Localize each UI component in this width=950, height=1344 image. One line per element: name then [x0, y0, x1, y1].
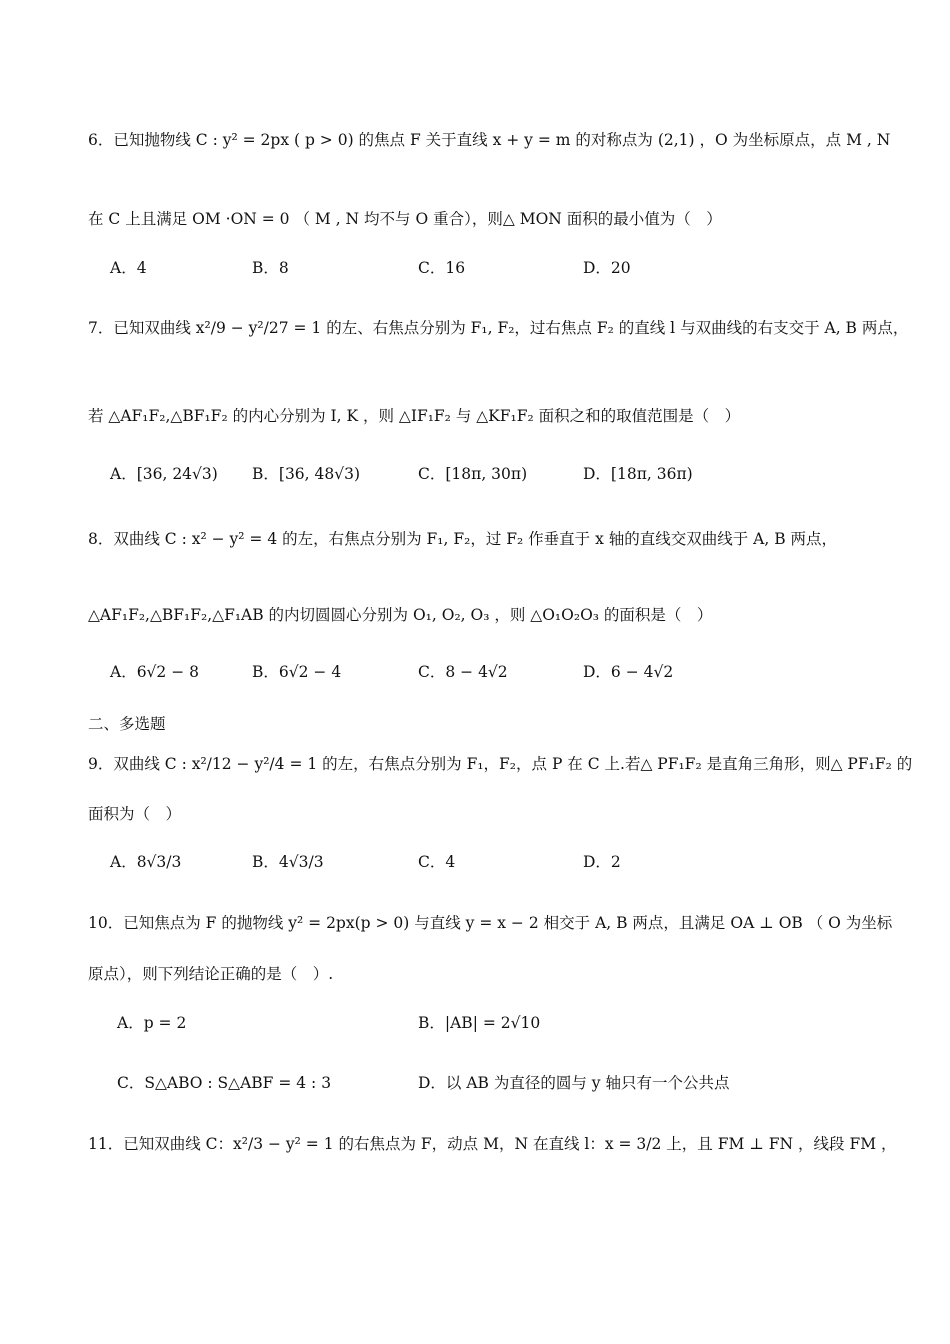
q10-option-a: A．p = 2	[117, 1014, 187, 1032]
q10-option-d: D．以 AB 为直径的圆与 y 轴只有一个公共点	[418, 1074, 730, 1092]
q6-line2: 在 C 上且满足 OM ·ON = 0 （ M , N 均不与 O 重合），则△ MON 面积的最小值为（ ）	[88, 210, 722, 228]
q8-option-c: C．8 − 4√2	[418, 663, 508, 681]
q7-line2: 若 △AF₁F₂,△BF₁F₂ 的内心分别为 I, K ，则 △IF₁F₂ 与 △KF₁F₂ 面积之和的取值范围是（ ）	[88, 407, 741, 425]
q7-option-c: C．[18π, 30π)	[418, 465, 528, 483]
q7-line1: 7．已知双曲线 x²/9 − y²/27 = 1 的左、右焦点分别为 F₁, F₂，过右焦点 F₂ 的直线 l 与双曲线的右支交于 A, B 两点，	[88, 319, 909, 337]
q6-option-a: A．4	[110, 259, 147, 277]
q9-option-d: D．2	[583, 853, 621, 871]
q10-option-c: C．S△ABO : S△ABF = 4 : 3	[117, 1074, 332, 1092]
q6-option-d: D．20	[583, 259, 631, 277]
q6-line1: 6．已知抛物线 C : y² = 2px ( p > 0) 的焦点 F 关于直线 x + y = m 的对称点为 (2,1) ，O 为坐标原点，点 M , N	[88, 131, 891, 149]
q10-option-b: B．|AB| = 2√10	[418, 1014, 541, 1032]
q8-option-a: A．6√2 − 8	[110, 663, 199, 681]
q9-option-a: A．8√3/3	[110, 853, 182, 871]
q8-option-d: D．6 − 4√2	[583, 663, 674, 681]
q10-line1: 10．已知焦点为 F 的抛物线 y² = 2px(p > 0) 与直线 y = x − 2 相交于 A, B 两点，且满足 OA ⊥ OB （ O 为坐标	[88, 914, 893, 932]
q6-option-c: C．16	[418, 259, 466, 277]
q9-option-c: C．4	[418, 853, 456, 871]
q7-option-d: D．[18π, 36π)	[583, 465, 693, 483]
q11-line1: 11．已知双曲线 C：x²/3 − y² = 1 的右焦点为 F，动点 M，N 在直线 l：x = 3/2 上，且 FM ⊥ FN ，线段 FM ，	[88, 1135, 897, 1153]
q8-line2: △AF₁F₂,△BF₁F₂,△F₁AB 的内切圆圆心分别为 O₁, O₂, O₃ ，则 △O₁O₂O₃ 的面积是（ ）	[88, 606, 713, 624]
q9-line1: 9．双曲线 C : x²/12 − y²/4 = 1 的左，右焦点分别为 F₁，F₂，点 P 在 C 上.若△ PF₁F₂ 是直角三角形，则△ PF₁F₂ 的	[88, 755, 913, 773]
q8-line1: 8．双曲线 C : x² − y² = 4 的左，右焦点分别为 F₁, F₂，过 F₂ 作垂直于 x 轴的直线交双曲线于 A, B 两点，	[88, 530, 838, 548]
q6-option-b: B．8	[252, 259, 289, 277]
q9-option-b: B．4√3/3	[252, 853, 324, 871]
section-heading-multiple-choice: 二、多选题	[88, 715, 166, 733]
q10-line2: 原点），则下列结论正确的是（ ）.	[88, 965, 334, 983]
q9-line2: 面积为（ ）	[88, 805, 182, 823]
q7-option-b: B．[36, 48√3)	[252, 465, 361, 483]
q7-option-a: A．[36, 24√3)	[110, 465, 218, 483]
q8-option-b: B．6√2 − 4	[252, 663, 342, 681]
